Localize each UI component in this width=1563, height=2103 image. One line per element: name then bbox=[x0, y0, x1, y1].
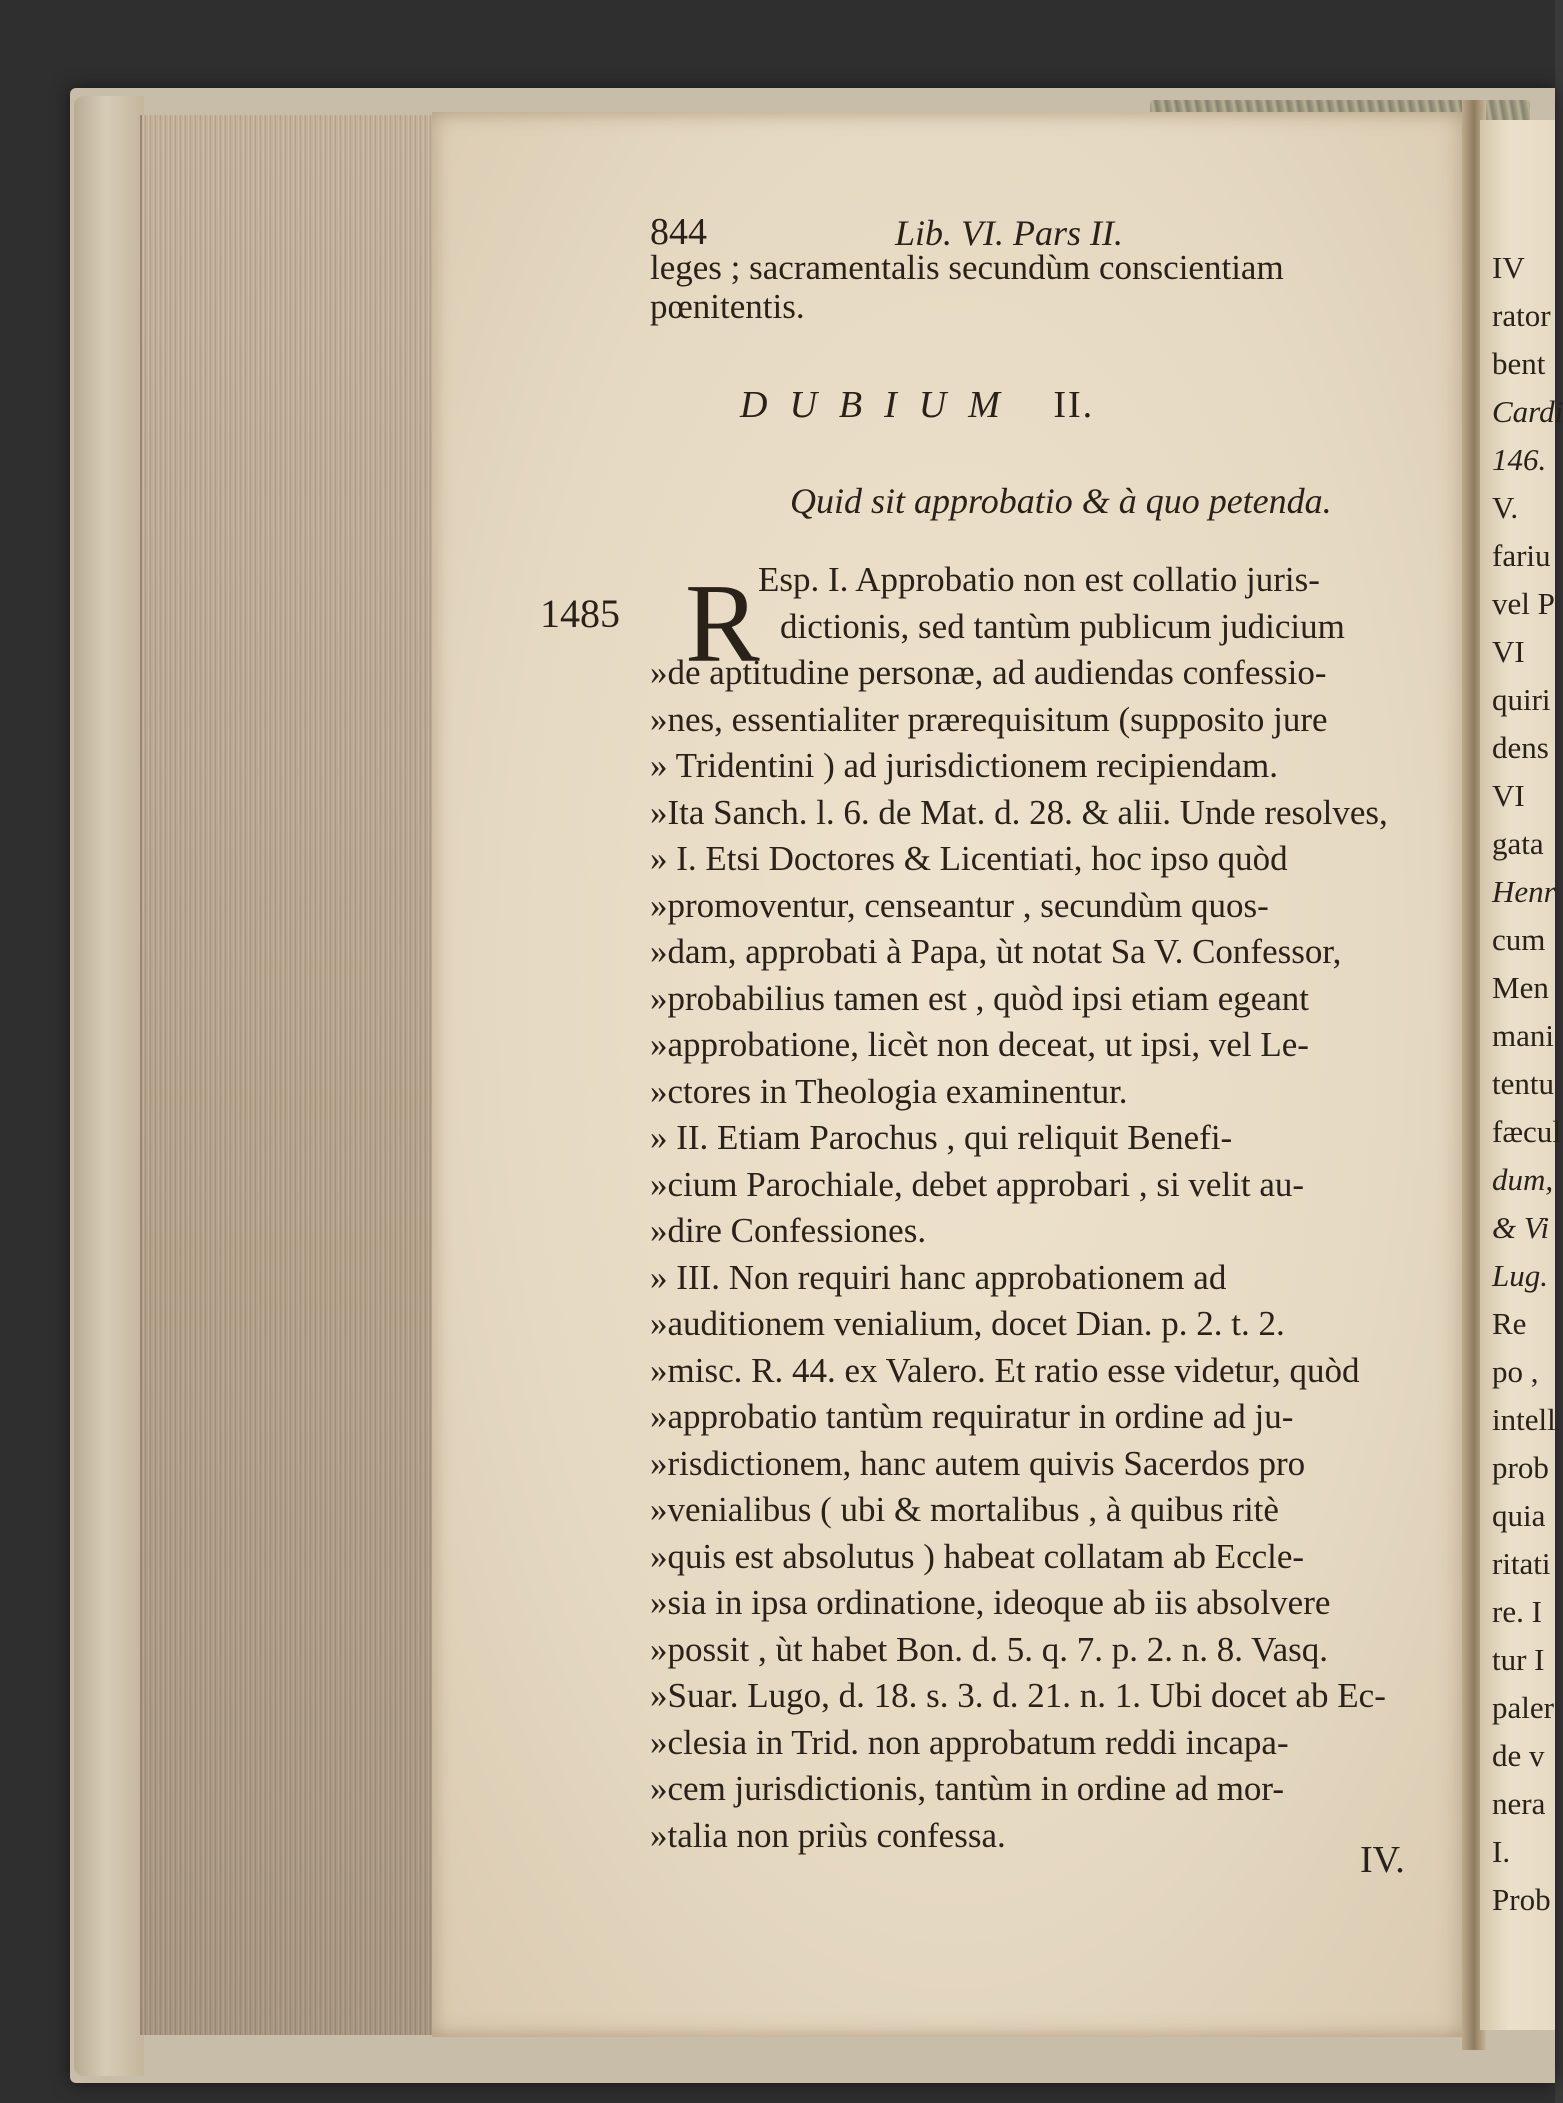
text-line: »auditionem venialium, docet Dian. p. 2. t. 2. bbox=[650, 1304, 1285, 1343]
text-line: »dire Confessiones. bbox=[650, 1211, 927, 1250]
text-line: »ctores in Theologia examinentur. bbox=[650, 1071, 1128, 1111]
text-line: »quis est absolutus ) habeat collatam ab Eccle- bbox=[650, 1536, 1305, 1576]
next-page-line: Men bbox=[1492, 970, 1549, 1005]
book-cover-edge bbox=[74, 96, 144, 2076]
text-line: »Ita Sanch. l. 6. de Mat. d. 28. & alii. Unde resolves, bbox=[650, 792, 1388, 832]
text-line: »de aptitudine personæ, ad audiendas confessio- bbox=[650, 653, 1327, 692]
text-line: »dam, approbati à Papa, ùt notat Sa V. Confessor, bbox=[650, 932, 1342, 971]
catchword: IV. bbox=[1360, 1839, 1405, 1881]
next-page-line: paler bbox=[1492, 1690, 1554, 1725]
next-page-line: VI bbox=[1492, 778, 1525, 813]
page-fore-edge bbox=[140, 115, 437, 2035]
heading-word: DUBIUM bbox=[740, 384, 1022, 426]
next-page-line: fæcul bbox=[1492, 1114, 1561, 1149]
next-page-line: intell bbox=[1492, 1402, 1556, 1437]
running-title: Lib. VI. Pars II. bbox=[895, 213, 1123, 253]
next-page-line: vel P bbox=[1492, 586, 1555, 621]
text-line: »risdictionem, hanc autem quivis Sacerdos pro bbox=[650, 1443, 1306, 1483]
text-line: »cium Parochiale, debet approbari , si velit au- bbox=[650, 1164, 1305, 1204]
next-page-line: tur I bbox=[1492, 1642, 1545, 1677]
text-line: Esp. I. Approbatio non est collatio juris- bbox=[758, 560, 1320, 599]
text-line: »approbatio tantùm requiratur in ordine ad ju- bbox=[650, 1397, 1294, 1436]
next-page-line: & Vi bbox=[1492, 1210, 1550, 1245]
next-page-line: nera bbox=[1492, 1786, 1546, 1821]
text-line: »possit , ùt habet Bon. d. 5. q. 7. p. 2. n. 8. Vasq. bbox=[650, 1629, 1328, 1669]
next-page-line: quia bbox=[1492, 1498, 1546, 1533]
next-page-line: bent bbox=[1492, 346, 1546, 381]
text-line: pœnitentis. bbox=[650, 287, 805, 326]
next-page-line: de v bbox=[1492, 1738, 1545, 1773]
next-page-line: cum bbox=[1492, 922, 1546, 957]
text-line: »nes, essentialiter prærequisitum (supposito jure bbox=[650, 699, 1328, 739]
text-line: »misc. R. 44. ex Valero. Et ratio esse videtur, quòd bbox=[650, 1350, 1360, 1390]
next-page-line: po , bbox=[1492, 1354, 1539, 1389]
next-page-line: 146. bbox=[1492, 442, 1547, 477]
next-page-line: mani bbox=[1492, 1018, 1554, 1053]
next-page-line: gata bbox=[1492, 826, 1544, 861]
text-line: » II. Etiam Parochus , qui reliquit Benefi- bbox=[650, 1118, 1233, 1157]
next-page-line: Lug. bbox=[1492, 1258, 1548, 1293]
next-page-line: IV bbox=[1492, 250, 1525, 285]
section-subheading: Quid sit approbatio & à quo petenda. bbox=[790, 481, 1332, 521]
margin-number: 1485 bbox=[540, 591, 620, 636]
text-line: »talia non priùs confessa. bbox=[650, 1815, 1006, 1855]
next-page-line: I. bbox=[1492, 1834, 1511, 1869]
text-line: »sia in ipsa ordinatione, ideoque ab iis absolvere bbox=[650, 1583, 1331, 1622]
section-heading bbox=[740, 383, 1094, 427]
text-line: »cem jurisdictionis, tantùm in ordine ad mor- bbox=[650, 1769, 1285, 1808]
next-page-line: ritati bbox=[1492, 1546, 1551, 1581]
next-page-line: V. bbox=[1492, 490, 1519, 525]
text-line: »probabilius tamen est , quòd ipsi etiam egeant bbox=[650, 978, 1310, 1018]
heading-number: II. bbox=[1053, 384, 1095, 426]
page-number: 844 bbox=[650, 211, 707, 253]
text-line: »clesia in Trid. non approbatum reddi incapa- bbox=[650, 1722, 1289, 1762]
text-line: dictionis, sed tantùm publicum judicium bbox=[780, 606, 1345, 646]
next-page-line: VI bbox=[1492, 634, 1525, 669]
text-line: » Tridentini ) ad jurisdictionem recipiendam. bbox=[650, 746, 1278, 785]
text-line: »approbatione, licèt non deceat, ut ipsi, vel Le- bbox=[650, 1025, 1309, 1064]
drop-cap: R bbox=[685, 562, 760, 686]
text-line: »Suar. Lugo, d. 18. s. 3. d. 21. n. 1. Ubi docet ab Ec- bbox=[650, 1676, 1386, 1715]
next-page-line: Re bbox=[1492, 1306, 1527, 1341]
next-page-line: Prob bbox=[1492, 1882, 1551, 1917]
next-page-line: fariu bbox=[1492, 538, 1551, 573]
next-page-line: rator bbox=[1492, 298, 1551, 333]
next-page-line: dens bbox=[1492, 730, 1549, 765]
next-page-line: quiri bbox=[1492, 682, 1551, 717]
text-line: » III. Non requiri hanc approbationem ad bbox=[650, 1257, 1227, 1297]
text-line: » I. Etsi Doctores & Licentiati, hoc ipso quòd bbox=[650, 839, 1288, 878]
text-line: »promoventur, censeantur , secundùm quos- bbox=[650, 885, 1269, 925]
next-page-line: Cardi bbox=[1492, 394, 1563, 429]
next-page-line: prob bbox=[1492, 1450, 1549, 1485]
next-page-line: Henr bbox=[1492, 874, 1556, 909]
next-page-line: dum, bbox=[1492, 1162, 1554, 1197]
next-page-line: tentu bbox=[1492, 1066, 1554, 1101]
text-line: »venialibus ( ubi & mortalibus , à quibus ritè bbox=[650, 1490, 1279, 1529]
next-page-line: re. I bbox=[1492, 1594, 1542, 1629]
text-line: leges ; sacramentalis secundùm conscientiam bbox=[650, 248, 1284, 287]
right-page-fragment bbox=[1480, 120, 1563, 2030]
